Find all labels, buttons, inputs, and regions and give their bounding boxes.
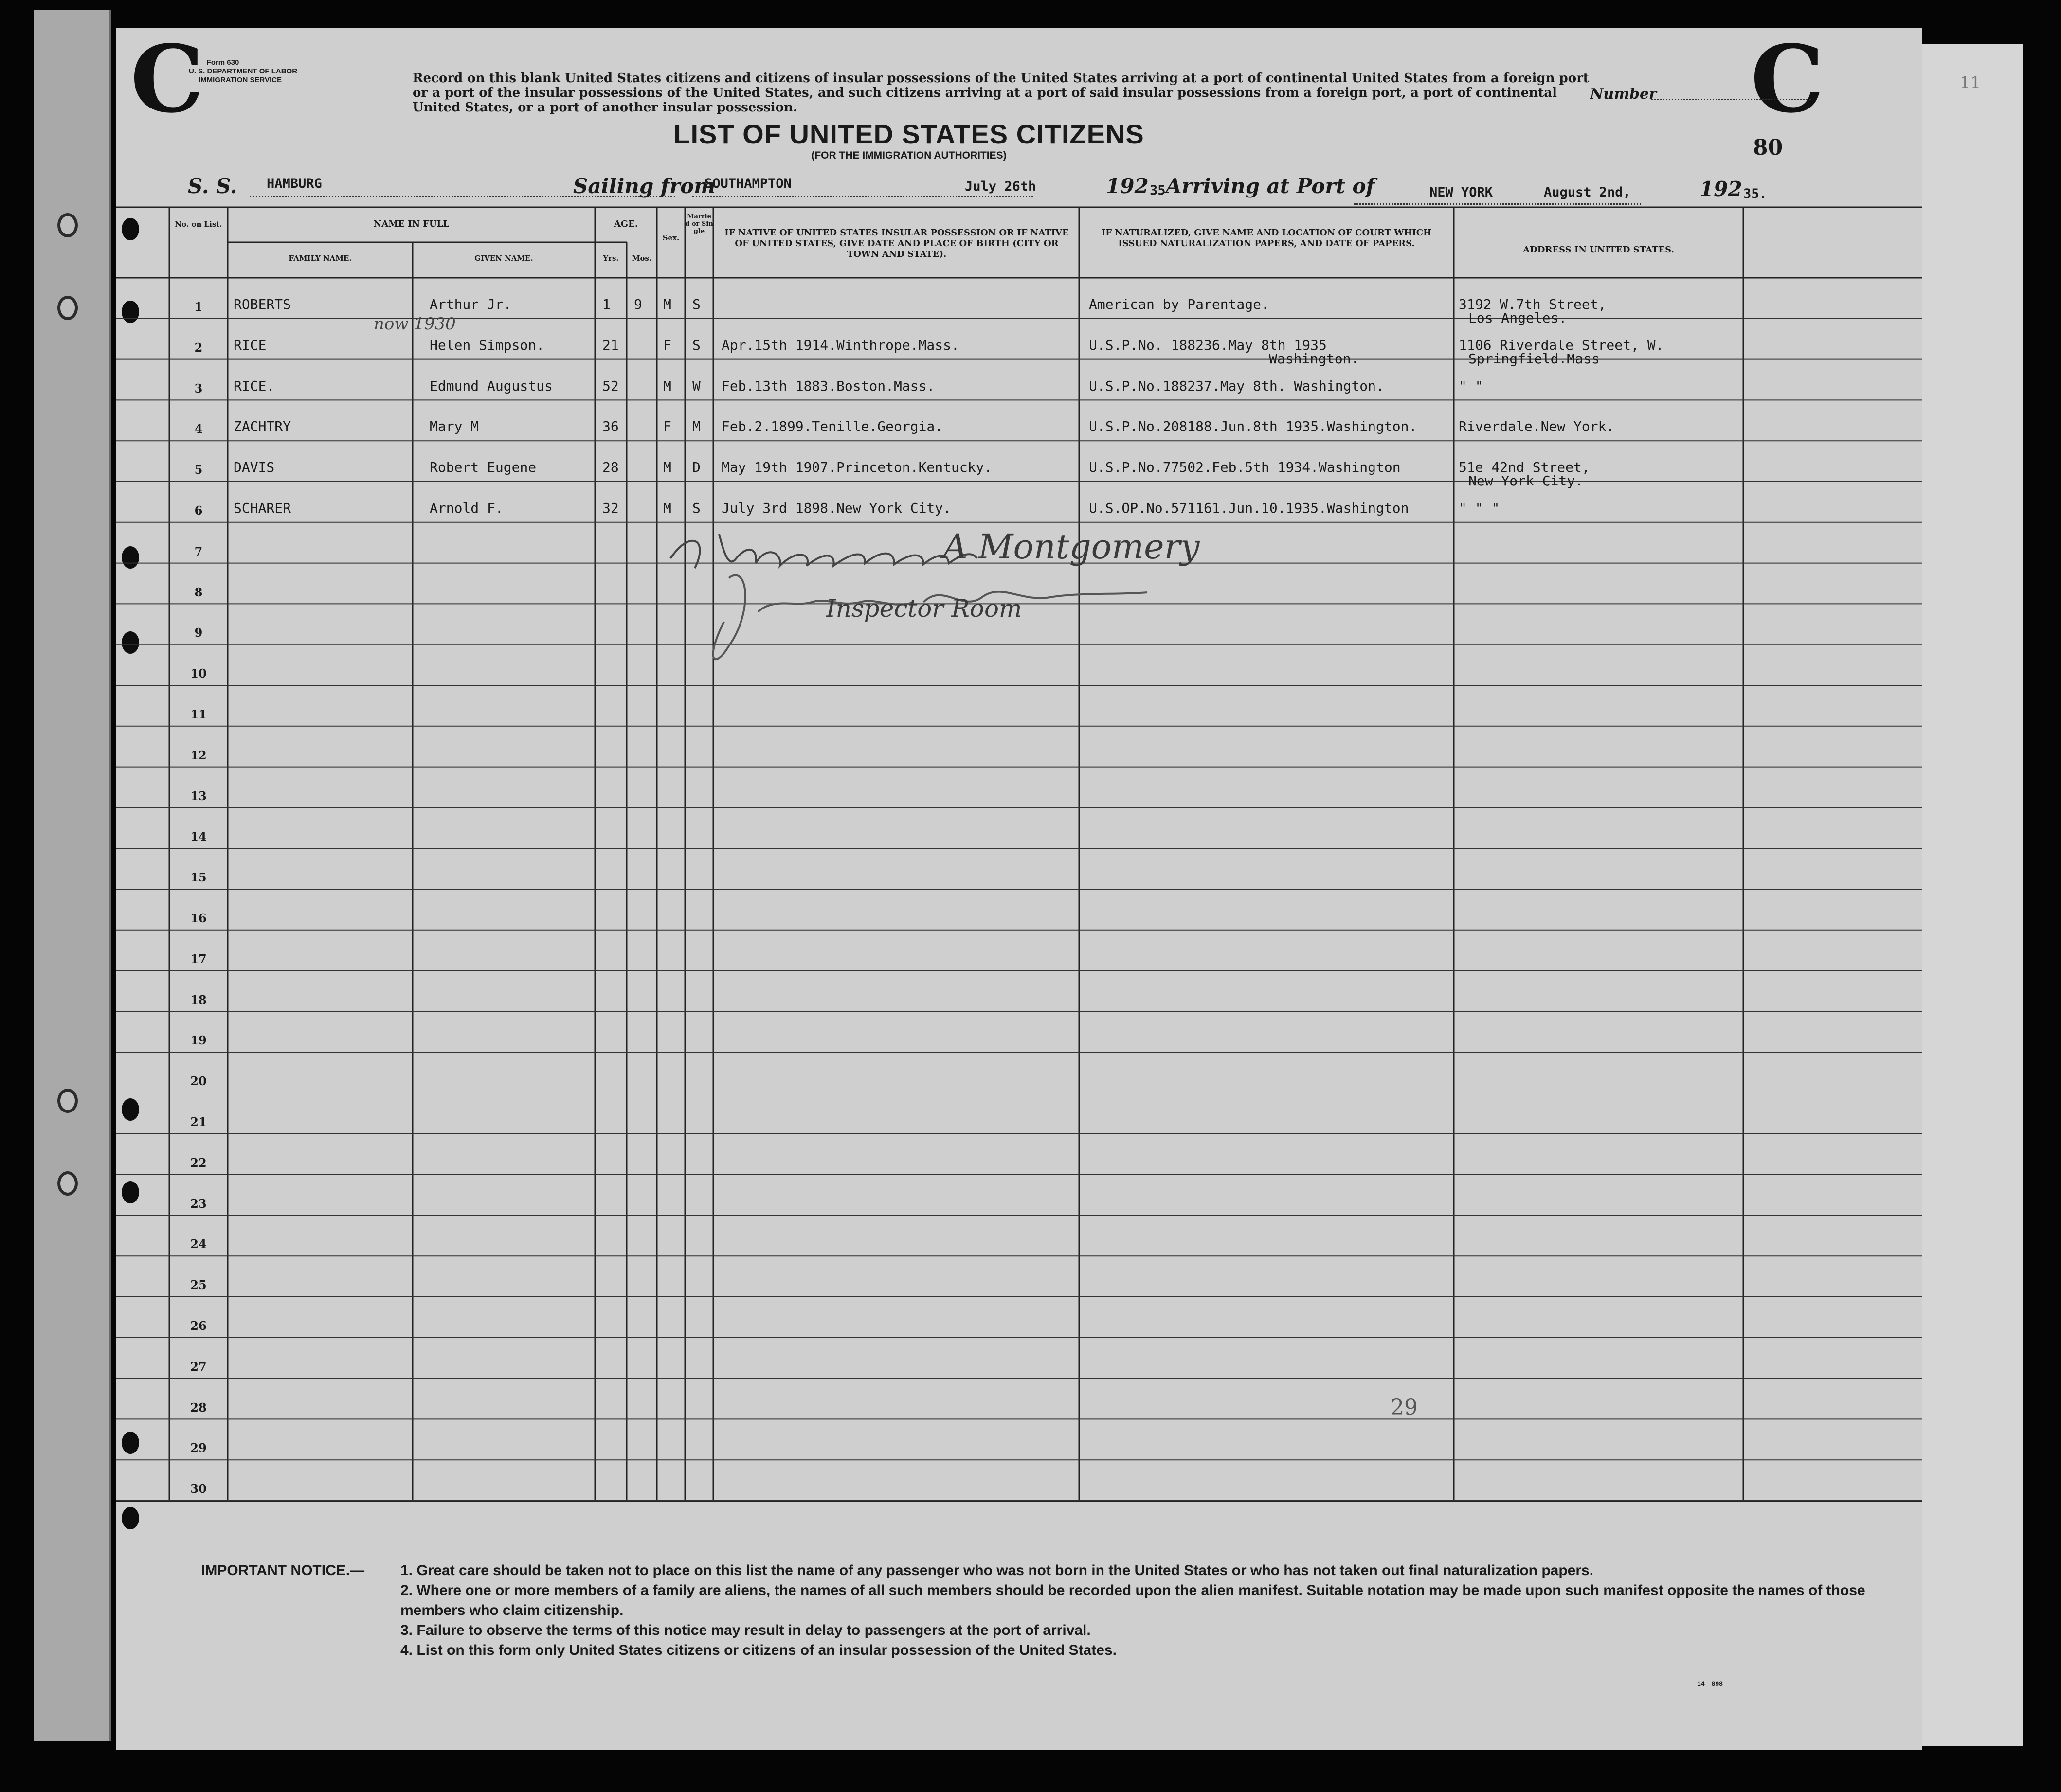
arrival-date: August 2nd, (1544, 185, 1631, 200)
row-number: 22 (190, 1155, 207, 1170)
cell-yrs: 36 (602, 418, 619, 435)
sailing-year: 35 (1150, 183, 1166, 198)
binder-ring (57, 1171, 78, 1196)
cell-given: Arnold F. (430, 500, 504, 516)
cell-sex: F (663, 337, 671, 353)
cell-sex: M (663, 377, 671, 394)
cell-sex: M (663, 296, 671, 312)
cell-status: D (692, 459, 701, 476)
cell-status: S (692, 296, 701, 312)
cell-sex: M (663, 500, 671, 516)
signature-title-text: Inspector Room (826, 594, 1022, 623)
form-number: Form 630 (206, 58, 239, 67)
cell-family: ZACHTRY (234, 418, 291, 435)
arrival-year: 35. (1743, 186, 1767, 201)
row-number: 16 (190, 911, 207, 925)
cell-sex: M (663, 459, 671, 476)
cell-address2: Los Angeles. (1468, 310, 1567, 326)
cell-birth: Feb.13th 1883.Boston.Mass. (722, 377, 935, 394)
row-number: 23 (190, 1196, 207, 1211)
stamp-number: 29 (1391, 1395, 1418, 1420)
service-name: IMMIGRATION SERVICE (199, 76, 282, 84)
cell-given: Edmund Augustus (430, 377, 553, 394)
row-number: 12 (190, 748, 207, 762)
row-number: 20 (190, 1074, 207, 1089)
cell-yrs: 28 (602, 459, 619, 476)
cell-mos: 9 (634, 296, 642, 312)
notice-item: 1. Great care should be taken not to place on this list the name of any passenger who was not born in the United States or who has not taken out final naturalization papers. (400, 1562, 1594, 1578)
cell-birth: Feb.2.1899.Tenille.Georgia. (722, 418, 943, 435)
col-yrs-header: Yrs. (603, 254, 619, 263)
manifest-sheet (116, 25, 1922, 1750)
row-number: 3 (194, 381, 203, 395)
sailing-from-label: Sailing from (573, 174, 716, 198)
cell-family: ROBERTS (234, 296, 291, 312)
cell-status: S (692, 500, 701, 516)
cell-birth: Apr.15th 1914.Winthrope.Mass. (722, 337, 959, 353)
notice-item: 2. Where one or more members of a family are aliens, the names of all such members should be recorded upon the alien manifest. Suitable notation may be made upon such manifest opposite the names of those members who claim citizenship. (400, 1582, 1865, 1618)
notice-item: 3. Failure to observe the terms of this notice may result in delay to passengers at the port of arrival. (400, 1622, 1091, 1638)
cell-yrs: 21 (602, 337, 619, 353)
corner-mark: 11 (1960, 73, 1981, 92)
cell-naturalized: U.S.P.No.188237.May 8th. Washington. (1089, 377, 1384, 394)
cell-family: RICE (234, 337, 267, 353)
cell-address2: New York City. (1468, 473, 1584, 489)
page-number: 80 (1753, 135, 1783, 160)
col-no-header: No. on List. (175, 220, 222, 229)
cell-address1: 1106 Riverdale Street, W. (1459, 337, 1664, 353)
cell-yrs: 32 (602, 500, 619, 516)
col-married-header: Married or Single (685, 213, 713, 235)
cell-birth: May 19th 1907.Princeton.Kentucky. (722, 459, 993, 476)
arriving-label: Arriving at Port of (1166, 174, 1375, 198)
cell-given: Arthur Jr. (430, 296, 512, 312)
inspector-signature (651, 524, 1381, 680)
cell-given: Mary M (430, 418, 479, 435)
row-number: 21 (190, 1115, 207, 1129)
signature-text: A Montgomery (943, 527, 1200, 567)
row-number: 2 (194, 340, 203, 355)
cell-address1: " " " (1459, 500, 1500, 516)
binder-ring (57, 213, 78, 237)
cell-address1: Riverdale.New York. (1459, 418, 1615, 435)
row-number: 27 (190, 1359, 207, 1374)
col-age-header: AGE. (614, 219, 638, 229)
row-number: 19 (190, 1033, 207, 1048)
cell-yrs: 52 (602, 377, 619, 394)
cell-sex: F (663, 418, 671, 435)
cell-status: S (692, 337, 701, 353)
row-number: 15 (190, 870, 207, 885)
row-number: 26 (190, 1319, 207, 1333)
row-number: 9 (194, 626, 203, 640)
row-number: 6 (194, 503, 203, 518)
cell-naturalized: American by Parentage. (1089, 296, 1269, 312)
col-given-header: GIVEN NAME. (474, 254, 533, 263)
row-number: 18 (190, 992, 207, 1007)
departure-port: SOUTHAMPTON (705, 176, 792, 191)
notice-item: 4. List on this form only United States citizens or citizens of an insular possession of the United States. (400, 1642, 1117, 1658)
binder-spine (34, 10, 111, 1741)
cell-status: M (692, 418, 701, 435)
number-field-label: Number (1590, 86, 1657, 103)
binder-ring (57, 296, 78, 320)
row-number: 4 (194, 422, 203, 436)
col-family-header: FAMILY NAME. (289, 254, 352, 263)
row-number: 5 (194, 463, 203, 477)
ss-label: S. S. (188, 174, 237, 198)
cell-address1: 3192 W.7th Street, (1459, 296, 1607, 312)
cell-address2: Springfield.Mass (1468, 350, 1600, 367)
row-number: 25 (190, 1278, 207, 1292)
cell-given: Helen Simpson. (430, 337, 545, 353)
col-name-header: NAME IN FULL (373, 219, 450, 229)
cell-address1: 51e 42nd Street, (1459, 459, 1590, 476)
notice-heading: IMPORTANT NOTICE.— (201, 1562, 365, 1578)
family-note: now 1930 (374, 314, 456, 334)
ship-name: HAMBURG (267, 176, 322, 191)
cell-naturalized: U.S.P.No.77502.Feb.5th 1934.Washington (1089, 459, 1401, 476)
binder-ring (57, 1089, 78, 1113)
cell-family: DAVIS (234, 459, 275, 476)
form-code: 14—898 (1697, 1680, 1723, 1687)
cell-naturalized: U.S.OP.No.571161.Jun.10.1935.Washington (1089, 500, 1409, 516)
row-number: 13 (190, 788, 207, 803)
department-name: U. S. DEPARTMENT OF LABOR (189, 67, 298, 75)
sailing-date: July 26th (965, 179, 1036, 194)
row-number: 29 (190, 1441, 207, 1455)
notice-list (400, 1560, 1889, 1660)
row-number: 10 (190, 666, 207, 681)
row-number: 1 (194, 300, 203, 314)
col-naturalized-header: IF NATURALIZED, GIVE NAME AND LOCATION OF COURT WHICH ISSUED NATURALIZATION PAPERS, AND DATE OF PAPERS. (1101, 228, 1432, 249)
cell-naturalized: U.S.P.No. 188236.May 8th 1935 (1089, 337, 1327, 353)
cell-birth: July 3rd 1898.New York City. (722, 500, 952, 516)
row-number: 8 (194, 585, 203, 599)
row-number: 11 (190, 707, 207, 721)
row-number: 30 (190, 1482, 207, 1496)
arrival-year-prefix: 192 (1699, 177, 1742, 201)
intro-text: Record on this blank United States citizens and citizens of insular possessions of the United States arriving at a port of continental United States from a foreign port or a port of the insular possessions of the United States, and such citizens arriving at a port of said insular possessions from a foreign port, a port of continental United States, or a port of another insular possession. (413, 71, 1589, 115)
row-number: 14 (190, 829, 207, 844)
corner-letter-right: C (1751, 25, 1825, 133)
arrival-port: NEW YORK (1429, 185, 1493, 200)
row-number: 24 (190, 1237, 207, 1252)
col-sex-header: Sex. (662, 233, 680, 242)
row-number: 7 (194, 544, 203, 558)
manifest-grid (116, 25, 1922, 1750)
col-mos-header: Mos. (632, 254, 652, 263)
col-birth-header: IF NATIVE OF UNITED STATES INSULAR POSSESSION OR IF NATIVE OF UNITED STATES, GIVE DATE AND PLACE OF BIRTH (CITY OR TOWN AND STATE). (724, 228, 1069, 259)
cell-status: W (692, 377, 701, 394)
row-number: 17 (190, 951, 207, 966)
cell-naturalized: U.S.P.No.208188.Jun.8th 1935.Washington. (1089, 418, 1417, 435)
form-subtitle: (FOR THE IMMIGRATION AUTHORITIES) (811, 150, 1007, 161)
row-number: 28 (190, 1400, 207, 1415)
cell-family: SCHARER (234, 500, 291, 516)
form-title: LIST OF UNITED STATES CITIZENS (673, 119, 1144, 149)
corner-letter-left: C (130, 25, 204, 133)
cell-yrs: 1 (602, 296, 611, 312)
cell-address1: " " (1459, 377, 1483, 394)
year-prefix: 192 (1106, 174, 1149, 198)
cell-naturalized2: Washington. (1269, 350, 1359, 367)
cell-family: RICE. (234, 377, 275, 394)
cell-given: Robert Eugene (430, 459, 537, 476)
col-address-header: ADDRESS IN UNITED STATES. (1523, 245, 1674, 255)
